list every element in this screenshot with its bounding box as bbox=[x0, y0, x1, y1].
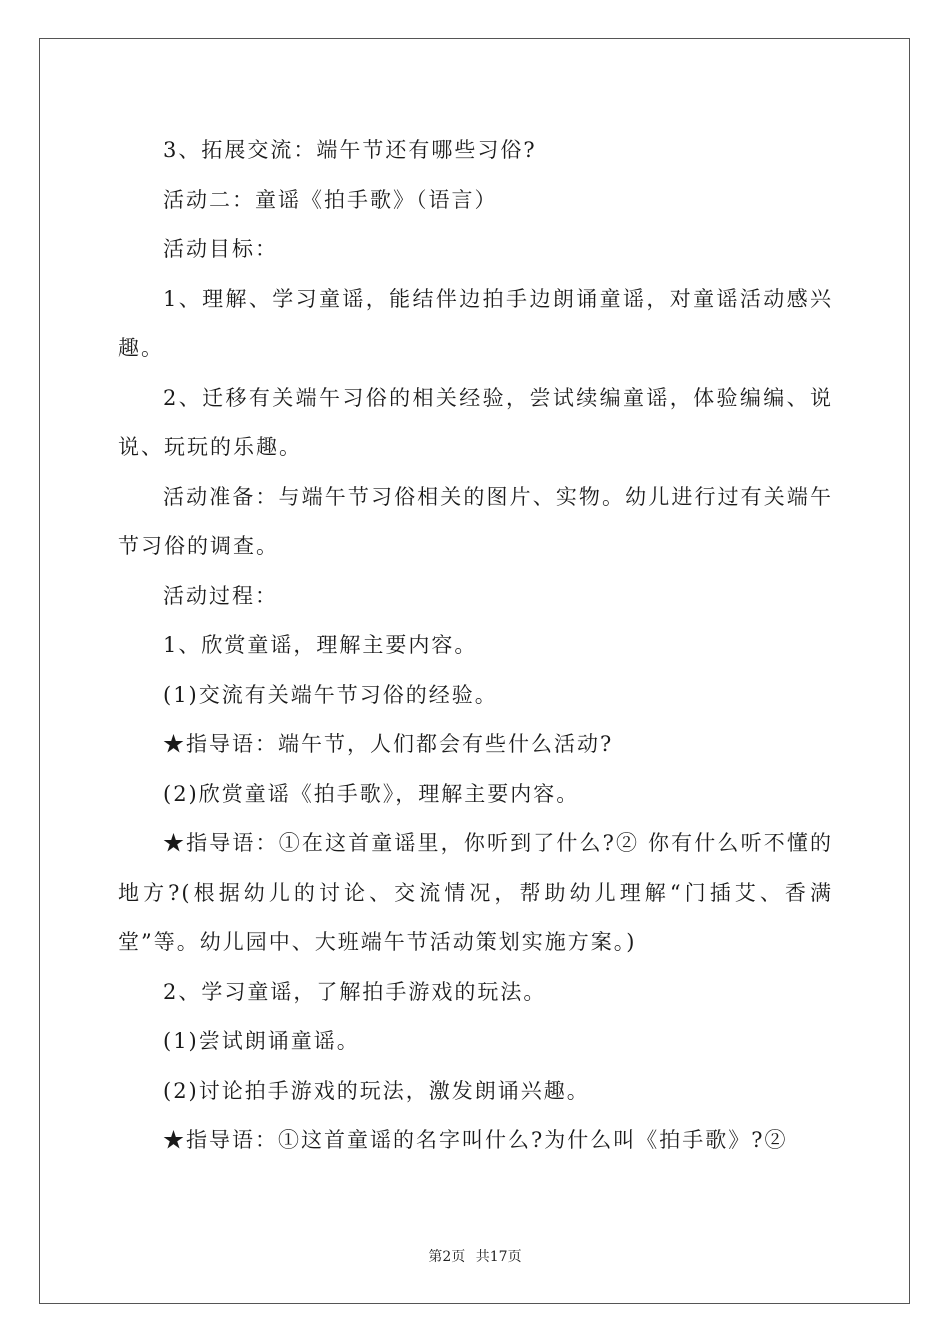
paragraph: 3、拓展交流：端午节还有哪些习俗? bbox=[163, 138, 537, 162]
paragraph: (1)交流有关端午节习俗的经验。 bbox=[163, 682, 498, 707]
paragraph: (2)讨论拍手游戏的玩法，激发朗诵兴趣。 bbox=[163, 1078, 590, 1103]
paragraph: (2)欣赏童谣《拍手歌》，理解主要内容。 bbox=[163, 781, 580, 806]
paragraph: 1、欣赏童谣，理解主要内容。 bbox=[163, 633, 478, 657]
page-number: 第2页 bbox=[428, 1249, 466, 1265]
paragraph: ★指导语：①在这首童谣里，你听到了什么?② 你有什么听不懂的地方?(根据幼儿的讨论、交流情况，帮助幼儿理解“门插艾、香满堂”等。幼儿园中、大班端午节活动策划实施方案。) bbox=[118, 831, 833, 954]
paragraph: 活动过程： bbox=[163, 583, 278, 608]
paragraph: 2、迁移有关端午习俗的相关经验，尝试续编童谣，体验编编、说说、玩玩的乐趣。 bbox=[118, 385, 833, 459]
paragraph: 2、学习童谣，了解拍手游戏的玩法。 bbox=[163, 979, 547, 1004]
paragraph: 活动准备：与端午节习俗相关的图片、实物。幼儿进行过有关端午节习俗的调查。 bbox=[118, 484, 833, 558]
document-body bbox=[118, 126, 833, 1166]
page-footer bbox=[0, 1246, 950, 1266]
paragraph: 活动目标： bbox=[163, 237, 278, 261]
page-total: 共17页 bbox=[475, 1249, 522, 1265]
paragraph: (1)尝试朗诵童谣。 bbox=[163, 1029, 360, 1053]
paragraph: 活动二：童谣《拍手歌》（语言） bbox=[163, 187, 498, 212]
paragraph: ★指导语：端午节，人们都会有些什么活动? bbox=[163, 732, 614, 756]
paragraph: 1、理解、学习童谣，能结伴边拍手边朗诵童谣，对童谣活动感兴趣。 bbox=[118, 286, 833, 360]
paragraph: ★指导语：①这首童谣的名字叫什么?为什么叫《拍手歌》?② bbox=[163, 1128, 788, 1152]
